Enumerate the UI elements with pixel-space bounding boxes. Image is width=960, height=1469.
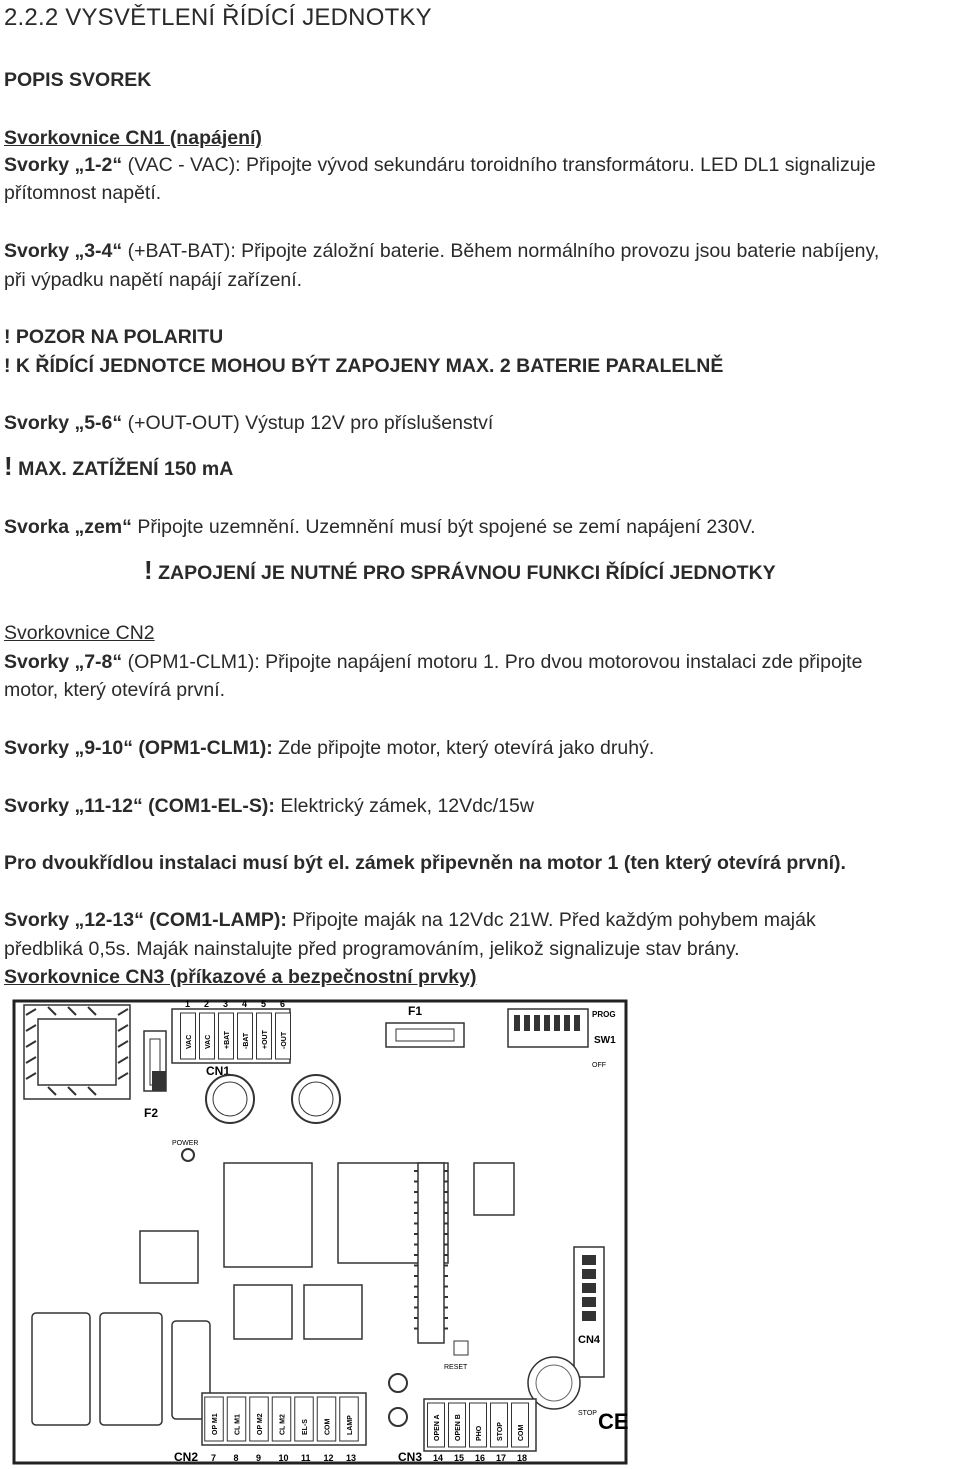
microcontroller-chip [414,1163,448,1343]
terminal-label: Svorka „zem“ [4,516,132,538]
cn1-terminals-5-6 [4,411,493,435]
fuse-f2 [144,1031,166,1091]
dip-switch-sw1 [508,1009,588,1047]
terminal-label: VAC [186,1034,193,1049]
terminal-number: 3 [223,999,229,1009]
stop-label: STOP [578,1410,597,1417]
terminal-label: Svorky „3-4“ [4,240,123,262]
cn2-terminals-12-13 [4,908,816,932]
warning-mark: ! [4,451,13,481]
cn2-terminals-9-10 [4,736,654,760]
terminal-label: PHO [476,1425,483,1441]
cn2-terminals-7-8-cont: motor, který otevírá první. [4,679,226,701]
cn4-pin [582,1297,596,1307]
terminal-number: 10 [278,1453,289,1463]
terminal-label: Svorky „7-8“ [4,651,123,673]
terminal-number: 13 [346,1453,357,1463]
control-board-diagram [4,995,960,1469]
warning-mark: ! [144,555,153,585]
double-leaf-note: Pro dvoukřídlou instalaci musí být el. zámek připevněn na motor 1 (ten který otevírá první). [4,852,846,874]
terminal-label: +BAT [224,1031,231,1049]
terminal-number: 8 [233,1453,239,1463]
terminal-label: Svorky „5-6“ [4,412,123,434]
section-heading: 2.2.2 VYSVĚTLENÍ ŘÍDÍCÍ JEDNOTKY [4,4,432,31]
trimmer-2 [389,1408,407,1426]
power-led [182,1149,194,1161]
prog-label: PROG [592,1010,616,1019]
terminal-label: OPEN B [455,1414,462,1441]
power-label: POWER [172,1140,199,1147]
cn1-terminals-3-4-cont: při výpadku napětí napájí zařízení. [4,269,303,291]
terminal-number: 11 [301,1453,311,1463]
terminal-number: 14 [433,1453,444,1463]
terminal-label: CL M1 [234,1414,242,1435]
terminal-label: Svorky „1-2“ [4,154,123,176]
terminal-desc: (VAC - VAC): Připojte vývod sekundáru toroidního transformátoru. LED DL1 signalizuje [122,154,876,176]
terminal-label: COM [518,1424,525,1441]
ce-mark: CE [598,1409,629,1434]
terminal-number: 4 [242,999,248,1009]
terminal-desc: Zde připojte motor, který otevírá jako druhý. [272,737,655,759]
terminal-number: 15 [454,1453,465,1463]
terminal-number: 6 [280,999,286,1009]
battery-warning: ! K ŘÍDÍCÍ JEDNOTCE MOHOU BÝT ZAPOJENY MAX. 2 BATERIE PARALELNĚ [4,355,724,377]
ground-terminal [4,515,756,539]
terminal-number: 9 [256,1453,262,1463]
cn1-title: Svorkovnice CN1 (napájení) [4,127,262,149]
terminal-desc: Připojte maják na 12Vdc 21W. Před každým pohybem maják [286,909,816,931]
terminal-number: 17 [496,1453,507,1463]
terminal-label: VAC [205,1034,212,1049]
terminal-label: CL M2 [279,1414,287,1435]
terminal-label: OPEN A [434,1414,441,1441]
f1-label: F1 [408,1004,423,1018]
ground-warning [144,555,776,585]
cn2-title: Svorkovnice CN2 [4,622,155,644]
cn1-label: CN1 [206,1064,231,1078]
terminal-number: 5 [261,999,267,1009]
cn4-pin [582,1269,596,1279]
cn1-terminals-3-4 [4,239,879,263]
cn4-pin [582,1255,596,1265]
cn4-pin [582,1311,596,1321]
cn2-terminals-11-12 [4,794,534,818]
reset-label: RESET [444,1364,468,1371]
cn4-pin [582,1283,596,1293]
terminal-label: OP M2 [257,1413,264,1435]
terminal-number: 12 [323,1453,334,1463]
cn2-terminals-12-13-cont: předbliká 0,5s. Maják nainstalujte před programováním, jelikož signalizuje stav brány. [4,938,740,960]
terminal-label: Svorky „11-12“ (COM1-EL-S): [4,795,275,817]
terminal-number: 7 [211,1453,217,1463]
cn1-terminals-1-2-cont: přítomnost napětí. [4,182,162,204]
terminal-label: OP M1 [212,1413,219,1435]
terminal-label: STOP [497,1422,504,1441]
warning-text: ZAPOJENÍ JE NUTNÉ PRO SPRÁVNOU FUNKCI ŘÍDÍCÍ JEDNOTKY [152,562,776,584]
cn2-terminals-7-8 [4,650,862,674]
terminal-number: 18 [517,1453,528,1463]
max-load-warning [4,451,234,481]
reset-button [454,1341,468,1355]
cn4-label: CN4 [578,1334,601,1346]
terminal-desc: (OPM1-CLM1): Připojte napájení motoru 1. Pro dvou motorovou instalaci zde připojte [122,651,863,673]
terminal-number: 1 [185,999,191,1009]
terminal-desc: (+BAT-BAT): Připojte záložní baterie. Během normálního provozu jsou baterie nabíjeny, [122,240,880,262]
terminal-label: +OUT [262,1030,269,1049]
terminal-label: Svorky „12-13“ (COM1-LAMP): [4,909,287,931]
terminal-number: 16 [475,1453,486,1463]
terminal-desc: Elektrický zámek, 12Vdc/15w [274,795,534,817]
terminal-label: LAMP [347,1415,354,1435]
film-capacitors [32,1313,210,1425]
terminal-label: COM [324,1418,332,1435]
subheading: POPIS SVOREK [4,69,152,91]
cn3-label: CN3 [398,1450,423,1464]
cn2-label: CN2 [174,1450,199,1464]
terminal-label: EL-S [302,1419,309,1435]
cn3-title: Svorkovnice CN3 (příkazové a bezpečnostní prvky) [4,966,477,988]
off-label: OFF [592,1062,606,1069]
terminal-label: -BAT [243,1032,250,1049]
small-chip [474,1163,514,1215]
cn4-connector [574,1247,604,1377]
trimmer-1 [389,1374,407,1392]
terminal-desc: (+OUT-OUT) Výstup 12V pro příslušenství [122,412,494,434]
f2-label: F2 [144,1106,159,1120]
fuse-f1 [386,1023,464,1047]
sw1-label: SW1 [594,1035,616,1046]
warning-text: MAX. ZATÍŽENÍ 150 mA [12,458,234,480]
terminal-desc: Připojte uzemnění. Uzemnění musí být spojené se zemí napájení 230V. [131,516,756,538]
cn1-terminals-1-2 [4,153,876,177]
terminal-label: Svorky „9-10“ (OPM1-CLM1): [4,737,273,759]
terminal-label: -OUT [281,1031,288,1049]
terminal-number: 2 [204,999,210,1009]
polarity-warning: ! POZOR NA POLARITU [4,326,224,348]
